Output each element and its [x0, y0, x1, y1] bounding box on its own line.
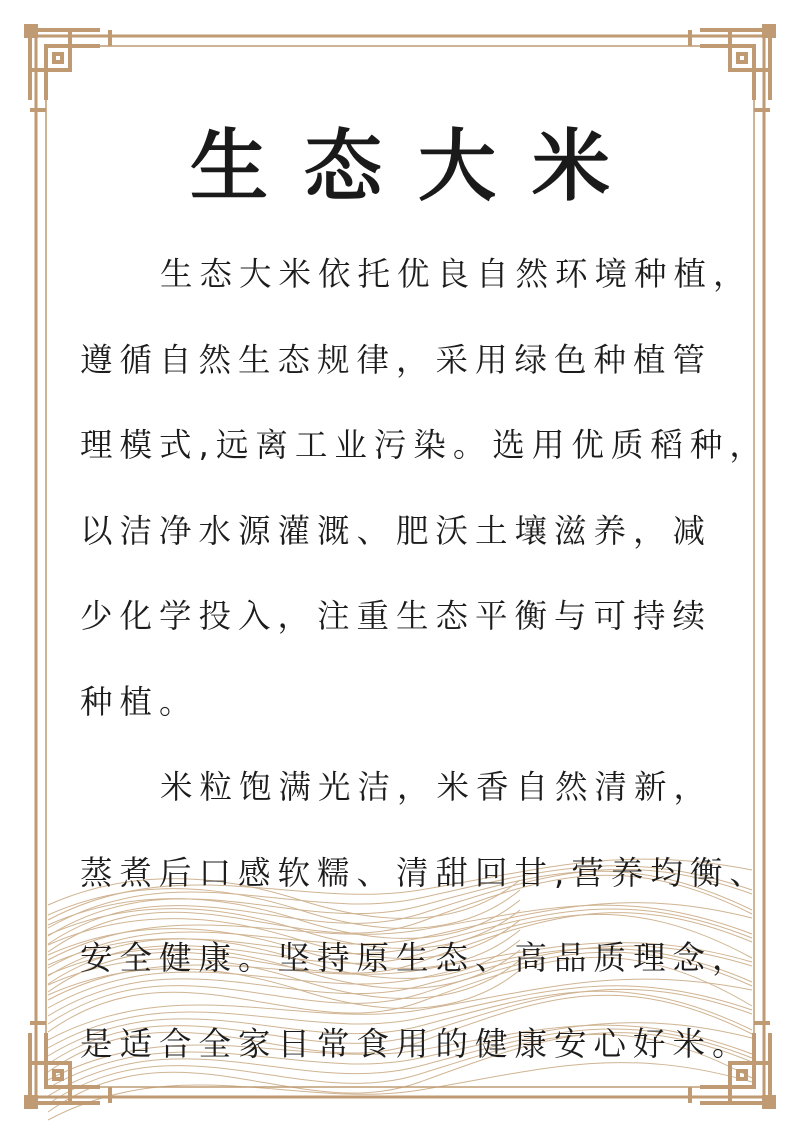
paragraph-2-line-1: 米粒饱满光洁，米香自然清新， [160, 768, 714, 806]
corner-square [764, 1097, 774, 1107]
paragraph-1-line-4: 以洁净水源灌溉、肥沃土壤滋养，减 [80, 511, 713, 550]
corner-square [26, 26, 36, 36]
body-text [80, 232, 769, 1087]
paragraph-1-line-2: 遵循自然生态规律，采用绿色种植管 [80, 340, 713, 379]
corner-square [26, 1097, 36, 1107]
corner-ornament [30, 30, 110, 110]
paragraph-1-line-3: 理模式,远离工业污染。选用优质稻种， [80, 426, 769, 464]
paragraph-2-line-2: 蒸煮后口感软糯、清甜回甘,营养均衡、 [80, 853, 769, 892]
paragraph-1-line-5: 少化学投入，注重生态平衡与可持续 [80, 597, 713, 635]
paragraph-1-line-1: 生态大米依托优良自然环境种植， [160, 255, 753, 293]
corner-square [764, 26, 774, 36]
paragraph-1-line-6: 种植。 [80, 682, 199, 721]
corner-ornament [690, 30, 770, 110]
paragraph-2-line-3: 安全健康。坚持原生态、高品质理念， [80, 939, 752, 977]
page-title: 生态大米 [189, 121, 646, 212]
paragraph-2-line-4: 是适合全家日常食用的健康安心好米。 [80, 1024, 752, 1063]
